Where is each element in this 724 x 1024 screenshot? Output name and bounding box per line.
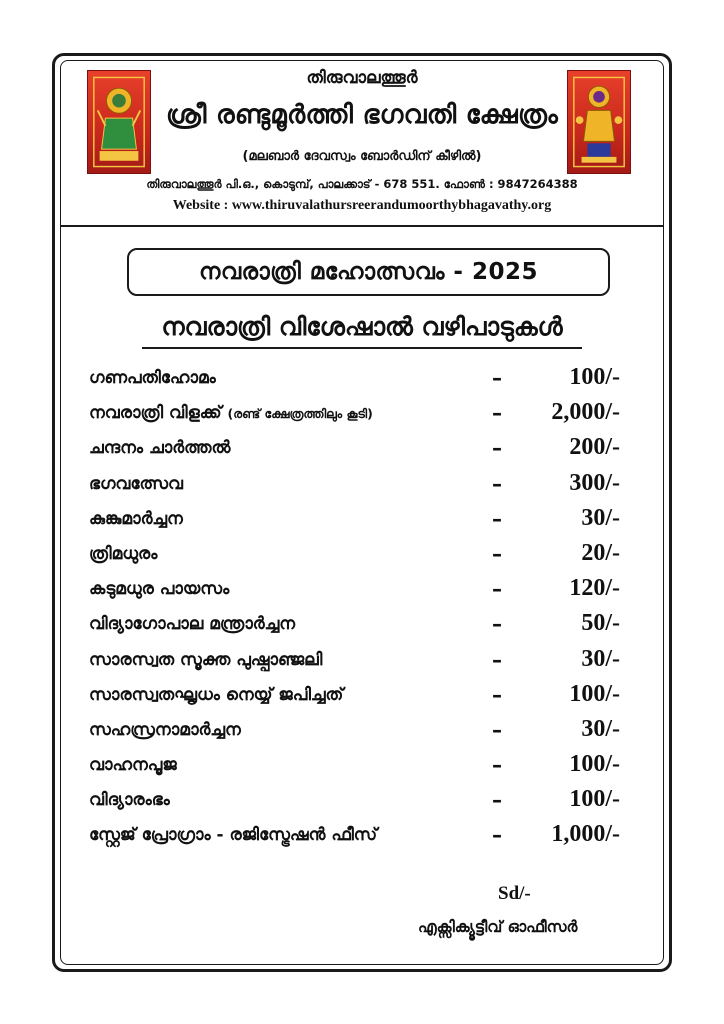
list-item — [0, 821, 724, 856]
offering-name: ഭഗവത്സേവ — [89, 473, 183, 494]
dash: – — [492, 682, 502, 707]
temple-place: തിരുവാലത്തൂർ — [306, 68, 418, 88]
offering-price: 300/- — [569, 469, 620, 496]
offering-name: കടുമധുര പായസം — [89, 579, 230, 600]
offering-price: 30/- — [581, 715, 620, 742]
offering-name — [89, 403, 373, 423]
list-item — [0, 751, 724, 786]
list-item — [0, 540, 724, 575]
offerings-list — [0, 364, 724, 857]
dash: – — [492, 506, 502, 531]
offering-name: വാഹനപൂജ — [89, 755, 177, 776]
offering-name: കുങ്കുമാർച്ചന — [89, 508, 183, 529]
offering-price: 30/- — [581, 504, 620, 531]
list-item — [0, 716, 724, 751]
dash: – — [492, 577, 502, 602]
offerings-title: നവരാത്രി വിശേഷാൽ വഴിപാടുകൾ — [161, 312, 563, 341]
offering-name: സാരസ്വത സൂക്ത പുഷ്പാഞ്ജലി — [89, 649, 323, 670]
offering-price: 100/- — [569, 364, 620, 390]
offering-price: 120/- — [569, 575, 620, 602]
dash: – — [492, 436, 502, 461]
dash: – — [492, 647, 502, 672]
offering-price: 100/- — [569, 680, 620, 707]
dash: – — [492, 366, 502, 390]
dash: – — [492, 788, 502, 813]
address-line: തിരുവാലത്തൂർ പി.ഒ., കൊടുമ്പ്, പാലക്കാട് - 678 551. ഫോൺ : 9847264388 — [146, 177, 578, 191]
offering-price: 1,000/- — [551, 821, 620, 848]
festival-title: നവരാത്രി മഹോത്സവം - 2025 — [199, 259, 538, 285]
offering-note: (രണ്ട് ക്ഷേത്രത്തിലും കൂടി) — [227, 406, 373, 422]
board-line: (മലബാർ ദേവസ്വം ബോർഡിന് കീഴിൽ) — [242, 149, 482, 164]
list-item — [0, 399, 724, 434]
dash: – — [492, 753, 502, 778]
header-divider — [61, 225, 663, 227]
dash: – — [492, 717, 502, 742]
list-item — [0, 575, 724, 610]
list-item — [0, 364, 724, 399]
list-item — [0, 434, 724, 469]
dash: – — [492, 401, 502, 426]
signature-officer: എക്സിക്യൂട്ടീവ് ഓഫീസർ — [418, 918, 578, 936]
list-item — [0, 505, 724, 540]
list-item — [0, 470, 724, 505]
offering-price: 50/- — [581, 610, 620, 637]
offering-name: സഹസ്രനാമാർച്ചന — [89, 719, 241, 740]
offering-price: 20/- — [581, 539, 620, 566]
offering-name: ത്രിമധുരം — [89, 543, 158, 564]
festival-title-box — [127, 248, 610, 296]
list-item — [0, 681, 724, 716]
offering-name: സാരസ്വതഘൃധം നെയ്യ് ജപിച്ചത് — [89, 684, 344, 705]
dash: – — [492, 471, 502, 496]
offering-price: 200/- — [569, 434, 620, 461]
offering-name: സ്റ്റേജ് പ്രോഗ്രാം - രജിസ്ട്രേഷൻ ഫീസ് — [89, 825, 378, 846]
offering-price: 100/- — [569, 786, 620, 813]
offering-price: 100/- — [569, 751, 620, 778]
list-item — [0, 646, 724, 681]
offerings-title-underline — [142, 347, 582, 349]
offering-price: 30/- — [581, 645, 620, 672]
list-item — [0, 786, 724, 821]
offering-price: 2,000/- — [551, 399, 620, 426]
offering-name: ചന്ദനം ചാർത്തൽ — [89, 438, 231, 459]
dash: – — [492, 541, 502, 566]
offering-name: വിദ്യാരംഭം — [89, 790, 170, 811]
website-line: Website : www.thiruvalathursreerandumoorthybhagavathy.org — [172, 198, 552, 213]
dash: – — [492, 823, 502, 848]
offering-name-text: നവരാത്രി വിളക്ക് — [89, 403, 222, 424]
temple-name: ശ്രീ രണ്ടുമൂർത്തി ഭഗവതി ക്ഷേത്രം — [165, 100, 559, 130]
dash: – — [492, 612, 502, 637]
list-item — [0, 610, 724, 645]
offering-name: ഗണപതിഹോമം — [89, 368, 216, 388]
offering-name: വിദ്യാഗോപാല മന്ത്രാർച്ചന — [89, 614, 296, 635]
signature-sd: Sd/- — [498, 883, 531, 904]
